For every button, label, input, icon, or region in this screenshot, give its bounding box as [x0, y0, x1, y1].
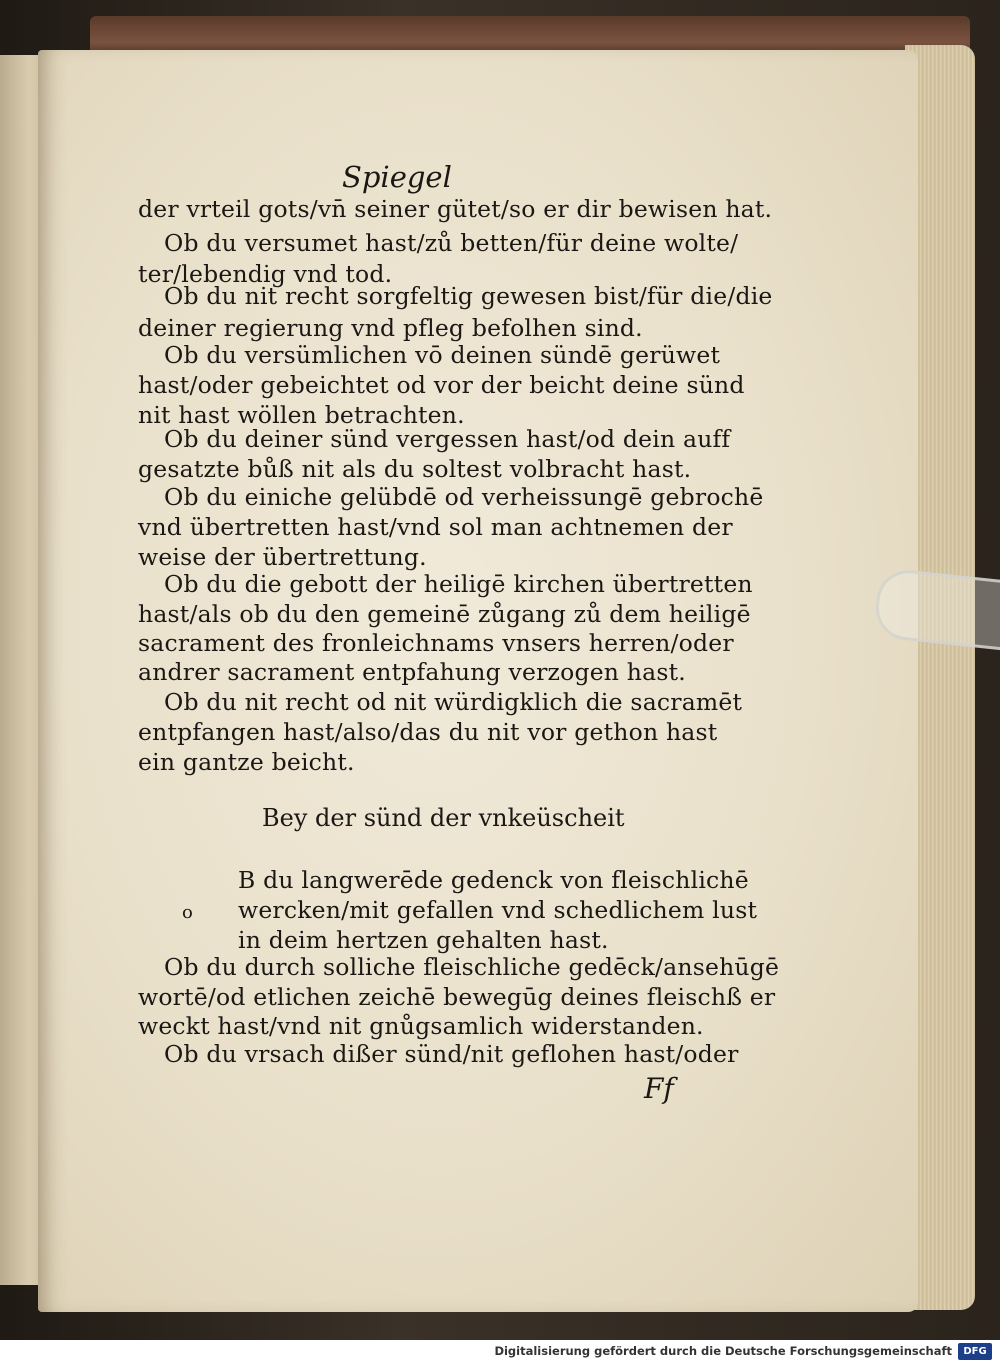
footer-bar [0, 1340, 1000, 1364]
text-line: entpfangen hast/also/das du nit vor gethon hast [138, 718, 718, 746]
text-line: Ob du einiche gelübdē od verheissungē gebrochē [164, 483, 764, 511]
text-line: Ob du deiner sünd vergessen hast/od dein auff [164, 425, 731, 453]
text-line: deiner regierung vnd pfleg befolhen sind. [138, 314, 643, 342]
signature-mark: Ff [644, 1072, 674, 1105]
text-line: nit hast wöllen betrachten. [138, 401, 465, 429]
text-line: weckt hast/vnd nit gnůgsamlich widerstanden. [138, 1012, 704, 1040]
text-line: in deim hertzen gehalten hast. [238, 926, 609, 954]
text-line: andrer sacrament entpfahung verzogen hast. [138, 658, 686, 686]
text-line: Ob du versümlichen vō deinen sündē gerüwet [164, 341, 721, 369]
text-line: Ob du die gebott der heiligē kirchen übertretten [164, 570, 753, 598]
marginal-letter: o [182, 902, 193, 923]
text-line: Ob du vrsach dißer sünd/nit geflohen hast/oder [164, 1040, 739, 1068]
footer-credit: Digitalisierung gefördert durch die Deutsche Forschungsgemeinschaft [494, 1344, 952, 1358]
section-heading: Bey der sünd der vnkeüscheit [262, 804, 625, 832]
text-line: Ob du durch solliche fleischliche gedēck/ansehūgē [164, 953, 780, 981]
text-line: wercken/mit gefallen vnd schedlichem lust [238, 896, 758, 924]
text-line: Ob du nit recht sorgfeltig gewesen bist/für die/die [164, 282, 773, 310]
text-line: ein gantze beicht. [138, 748, 355, 776]
text-line: weise der übertrettung. [138, 543, 427, 571]
text-line: ter/lebendig vnd tod. [138, 260, 393, 288]
text-line: Ob du nit recht od nit würdigklich die sacramēt [164, 688, 743, 716]
text-line: hast/als ob du den gemeinē zůgang zů dem heiligē [138, 600, 751, 628]
text-line: sacrament des fronleichnams vnsers herren/oder [138, 629, 734, 657]
text-line: Ob du versumet hast/zů betten/für deine wolte/ [164, 229, 739, 257]
running-title: Spiegel [342, 160, 452, 194]
text-line: B du langwerēde gedenck von fleischlichē [238, 866, 749, 894]
dfg-logo-icon: DFG [958, 1343, 992, 1360]
text-line: wortē/od etlichen zeichē bewegūg deines fleischß er [138, 983, 776, 1011]
text-line: hast/oder gebeichtet od vor der beicht deine sünd [138, 371, 745, 399]
text-line: der vrteil gots/vn̄ seiner gütet/so er dir bewisen hat. [138, 195, 773, 223]
text-line: gesatzte bůß nit als du soltest volbracht hast. [138, 455, 692, 483]
text-line: vnd übertretten hast/vnd sol man achtnemen der [138, 513, 733, 541]
